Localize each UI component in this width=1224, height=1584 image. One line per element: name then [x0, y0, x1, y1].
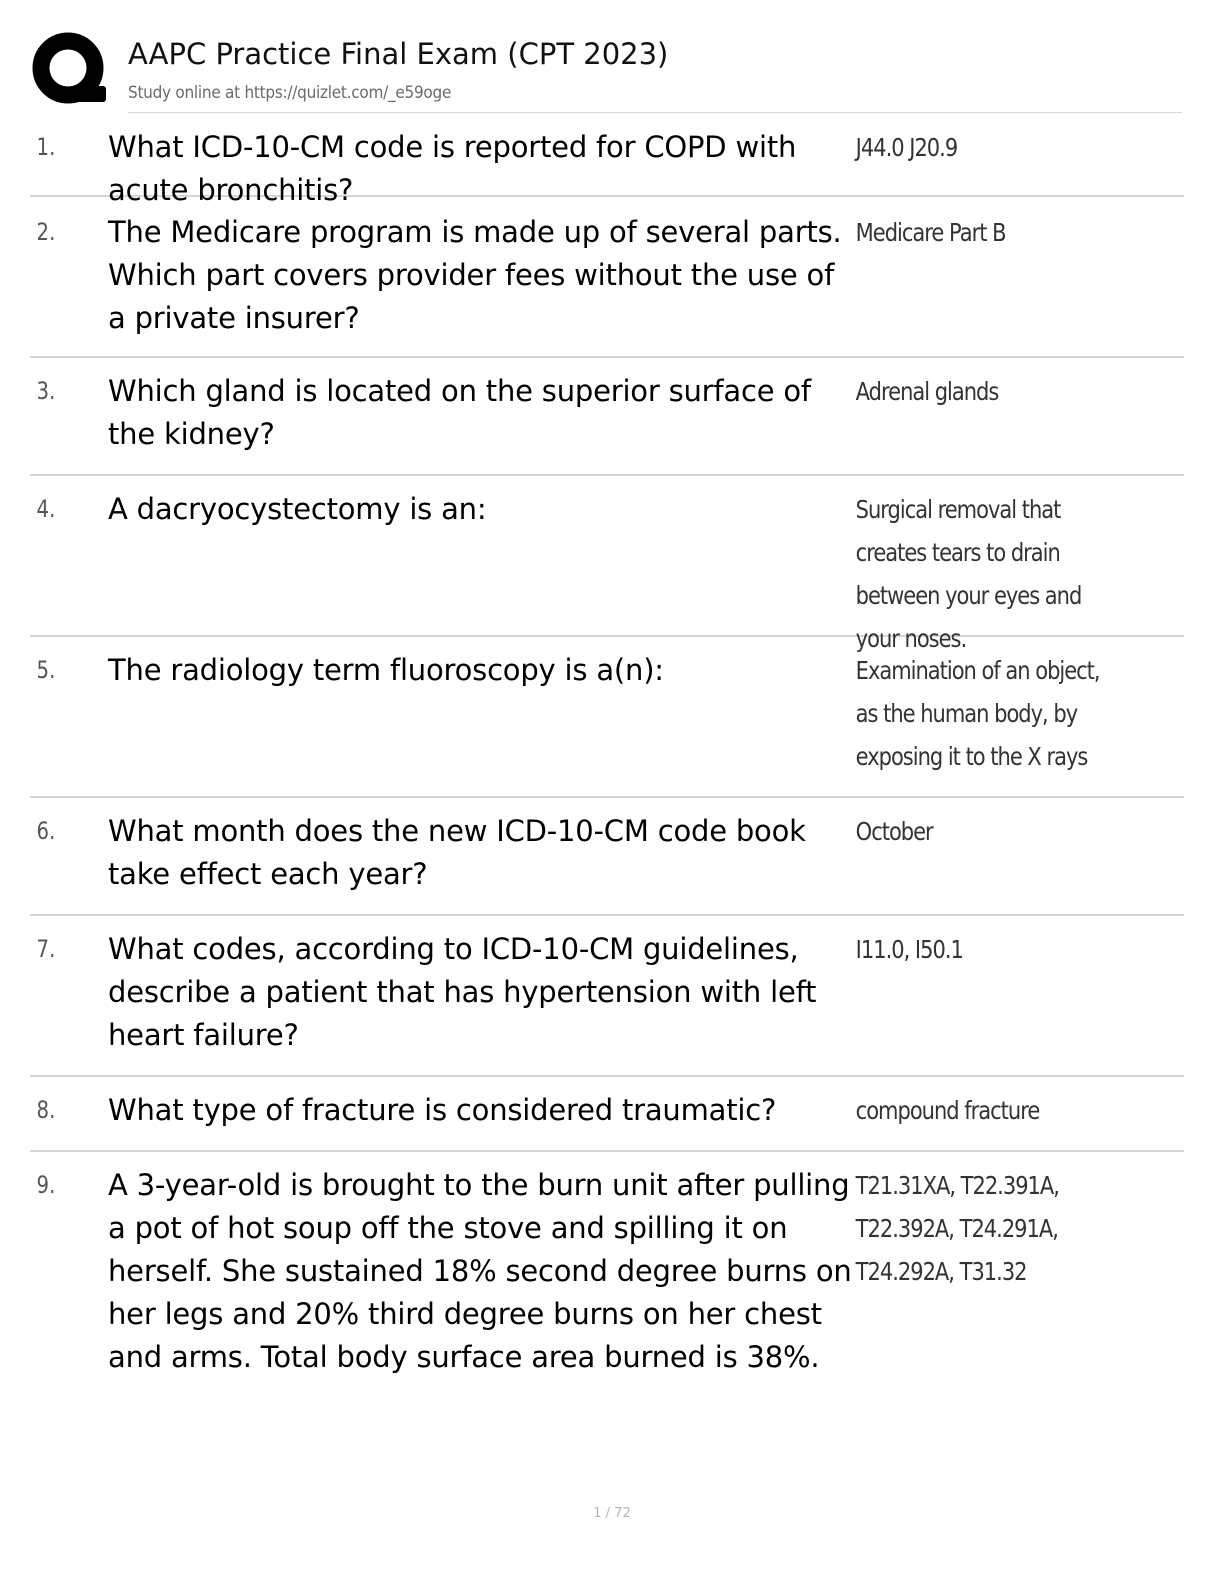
question-text: The radiology term fluoroscopy is a(n):	[108, 653, 664, 687]
question-number: 5.	[36, 656, 56, 684]
answer-text: October	[855, 817, 933, 846]
question-row	[30, 1077, 1184, 1152]
answer-text: T21.31XA, T22.391A, T22.392A, T24.291A, T24.292A, T31.32	[855, 1171, 1059, 1286]
page-header	[30, 28, 1182, 114]
question-text: What ICD-10-CM code is reported for COPD with acute bronchitis?	[108, 130, 797, 207]
question-number: 3.	[36, 377, 56, 405]
question-text: What month does the new ICD-10-CM code book take effect each year?	[108, 814, 806, 891]
page-title: AAPC Practice Final Exam (CPT 2023)	[128, 37, 669, 71]
question-number: 1.	[36, 133, 56, 161]
question-list	[30, 114, 1184, 1399]
question-number: 4.	[36, 495, 56, 523]
question-number: 6.	[36, 817, 56, 845]
question-text: Which gland is located on the superior surface of the kidney?	[108, 374, 811, 451]
answer-text: Surgical removal that creates tears to drain between your eyes and your noses.	[855, 495, 1082, 653]
question-text: What codes, according to ICD-10-CM guidelines, describe a patient that has hypertension with left heart failure?	[108, 932, 817, 1052]
question-row	[30, 1152, 1184, 1399]
question-number: 9.	[36, 1171, 56, 1199]
question-row	[30, 637, 1184, 798]
header-divider	[128, 112, 1182, 113]
question-row	[30, 798, 1184, 916]
question-text: A dacryocystectomy is an:	[108, 492, 487, 526]
page-indicator: 1 / 72	[593, 1506, 631, 1521]
question-number: 7.	[36, 935, 56, 963]
question-row	[30, 476, 1184, 653]
question-text: What type of fracture is considered traumatic?	[108, 1093, 777, 1127]
answer-text: compound fracture	[855, 1096, 1040, 1125]
answer-text: I11.0, I50.1	[855, 935, 963, 964]
question-row	[30, 197, 1184, 358]
question-row	[30, 114, 1184, 207]
question-number: 2.	[36, 218, 56, 246]
question-row	[30, 358, 1184, 476]
question-number: 8.	[36, 1096, 56, 1124]
study-link-text: Study online at https://quizlet.com/_e59oge	[128, 83, 452, 103]
question-text: A 3-year-old is brought to the burn unit after pulling a pot of hot soup off the stove and spilling it on herself. She sustained 18% second degree burns on her legs and 20% third degree burns on her chest and arms. Total body surface area burned is 38%.	[108, 1168, 852, 1374]
question-text: The Medicare program is made up of several parts. Which part covers provider fees without the use of a private insurer?	[108, 215, 842, 335]
answer-text: J44.0 J20.9	[855, 133, 958, 162]
question-row	[30, 916, 1184, 1077]
answer-text: Adrenal glands	[855, 377, 999, 406]
quizlet-logo-icon	[32, 32, 108, 108]
answer-text: Medicare Part B	[855, 218, 1006, 247]
answer-text: Examination of an object, as the human body, by exposing it to the X rays	[855, 656, 1100, 771]
